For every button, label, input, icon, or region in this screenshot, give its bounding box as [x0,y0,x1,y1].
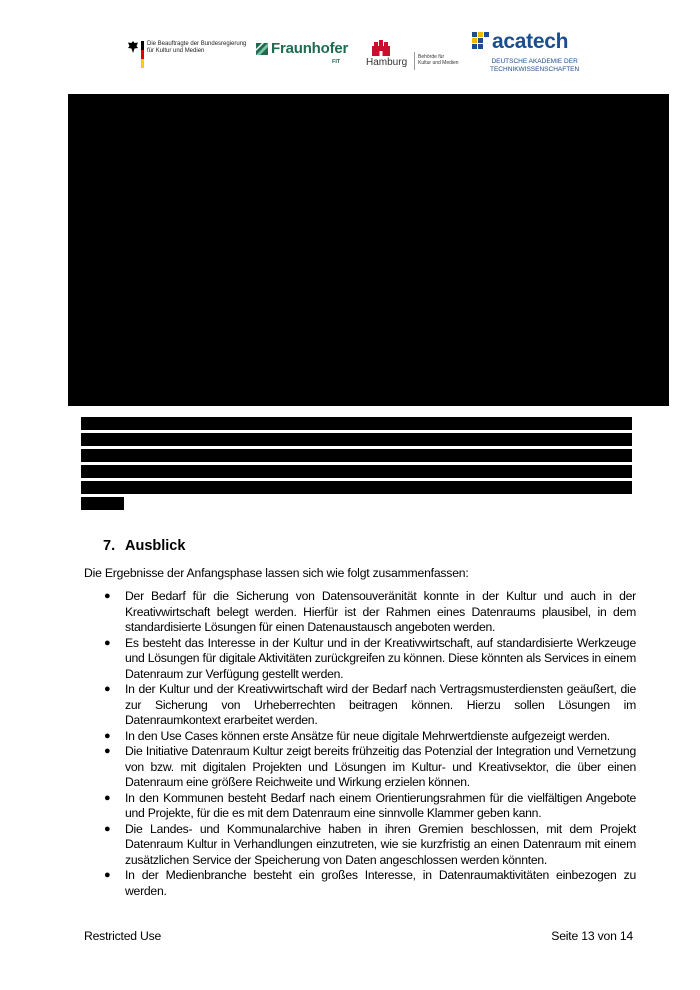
bullet-icon: ● [104,590,111,602]
redacted-line [81,497,124,510]
list-item-text: In der Kultur und der Kreativwirtschaft wird der Bedarf nach Vertragsmusterdiensten geäußert, die zur Sicherung von Urheberrechten beitragen können. Hierzu sollen Lösungen im Datenraumkontext erarbeitet werden. [125,682,636,727]
list-item-text: In den Use Cases können erste Ansätze für neue digitale Mehrwertdienste aufgezeigt werden. [125,728,610,743]
list-item [84,868,636,899]
list-item [84,636,636,683]
list-item-text: Die Initiative Datenraum Kultur zeigt bereits frühzeitig das Potenzial der Integration und Vernetzung von bzw. mit digitalen Projekten und Lösungen im Kultur- und Kreativsektor, die über einen Datenraum eine größere Reichweite und Wirkung erzielen können. [125,744,636,789]
list-item-text: In der Medienbranche besteht ein großes Interesse, in Datenraumaktivitäten einbezogen zu werden. [125,868,636,898]
summary-list [84,589,636,899]
hamburg-logo [366,38,471,74]
section-heading [103,538,185,554]
list-item-text: In den Kommunen besteht Bedarf nach einem Orientierungsrahmen für die vielfältigen Angebote und Projekte, für die es mit dem Datenraum eine sinnvolle Klammer geben kann. [125,790,636,820]
redacted-line [81,481,632,494]
hamburg-name: Hamburg [366,57,408,68]
fraunhofer-mark-icon [256,43,268,55]
bullet-icon: ● [104,683,111,695]
hamburg-desc-line-2: Kultur und Medien [418,60,459,66]
bullet-icon: ● [104,636,111,649]
acatech-mark-icon [472,32,490,50]
flag-stripe-red [141,50,144,59]
acatech-sub [490,58,579,74]
hamburg-castle-icon [370,40,392,56]
bkm-line-2: für Kultur und Medien [147,48,205,54]
bkm-text [147,41,246,55]
section-intro: Die Ergebnisse der Anfangsphase lassen sich wie folgt zusammenfassen: [84,566,469,580]
footer-page-number: Seite 13 von 14 [551,929,633,943]
list-item [84,729,636,745]
acatech-sub-line-1: DEUTSCHE AKADEMIE DER [491,58,578,65]
bkm-line-1: Die Beauftragte der Bundesregierung [147,41,247,47]
fraunhofer-logo [256,40,349,70]
hamburg-separator [414,52,415,70]
bullet-icon: ● [104,822,111,835]
bullet-icon: ● [104,791,111,804]
bullet-icon: ● [104,745,111,757]
acatech-sub-line-2: TECHNIKWISSENSCHAFTEN [490,66,580,73]
section-number: 7. [103,538,116,554]
acatech-logo [470,30,580,78]
list-item [84,744,636,791]
list-item [84,791,636,822]
list-item [84,682,636,729]
footer-classification: Restricted Use [84,929,162,943]
bullet-icon: ● [104,729,111,742]
redacted-line [81,433,632,446]
hamburg-desc-line-1: Behörde für [418,54,445,60]
redacted-line [81,449,632,462]
bkm-logo [128,38,248,70]
german-flag [141,41,144,68]
acatech-name: acatech [492,30,569,53]
list-item [84,589,636,636]
list-item [84,822,636,869]
list-item-text: Es besteht das Interesse in der Kultur und in der Kreativwirtschaft, auf standardisierte Werkzeuge und Lösungen für digitale Aktivitäten zurückgreifen zu können. Diese könnten als Services in einem Datenraum zur Verfügung gestellt werden. [125,635,636,681]
list-item-text: Die Landes- und Kommunalarchive haben in ihren Gremien beschlossen, mit dem Projekt Datenraum Kultur in Verhandlungen einzutreten, wie sie kurzfristig an einen Datenraum mit einem zusätzlichen Service der Speicherung von Daten angeschlossen werden könnten. [125,821,636,867]
flag-stripe-black [141,41,144,50]
redacted-line [81,465,632,478]
eagle-icon [128,41,138,53]
redacted-figure [68,94,669,406]
header-logos [0,30,700,80]
hamburg-desc [418,54,459,66]
fraunhofer-name: Fraunhofer [271,40,349,57]
fraunhofer-sub: FIT [332,59,341,65]
bullet-icon: ● [104,869,111,881]
section-title: Ausblick [125,538,186,554]
flag-stripe-gold [141,59,144,68]
redacted-line [81,417,632,430]
list-item-text: Der Bedarf für die Sicherung von Datensouveränität konnte in der Kultur und auch in der Kreativwirtschaft belegt werden. Hierfür ist der Rahmen eines Datenraums plausibel, in dem standardisierte Lösungen für einen Datenaustausch angeboten werden. [125,589,636,634]
